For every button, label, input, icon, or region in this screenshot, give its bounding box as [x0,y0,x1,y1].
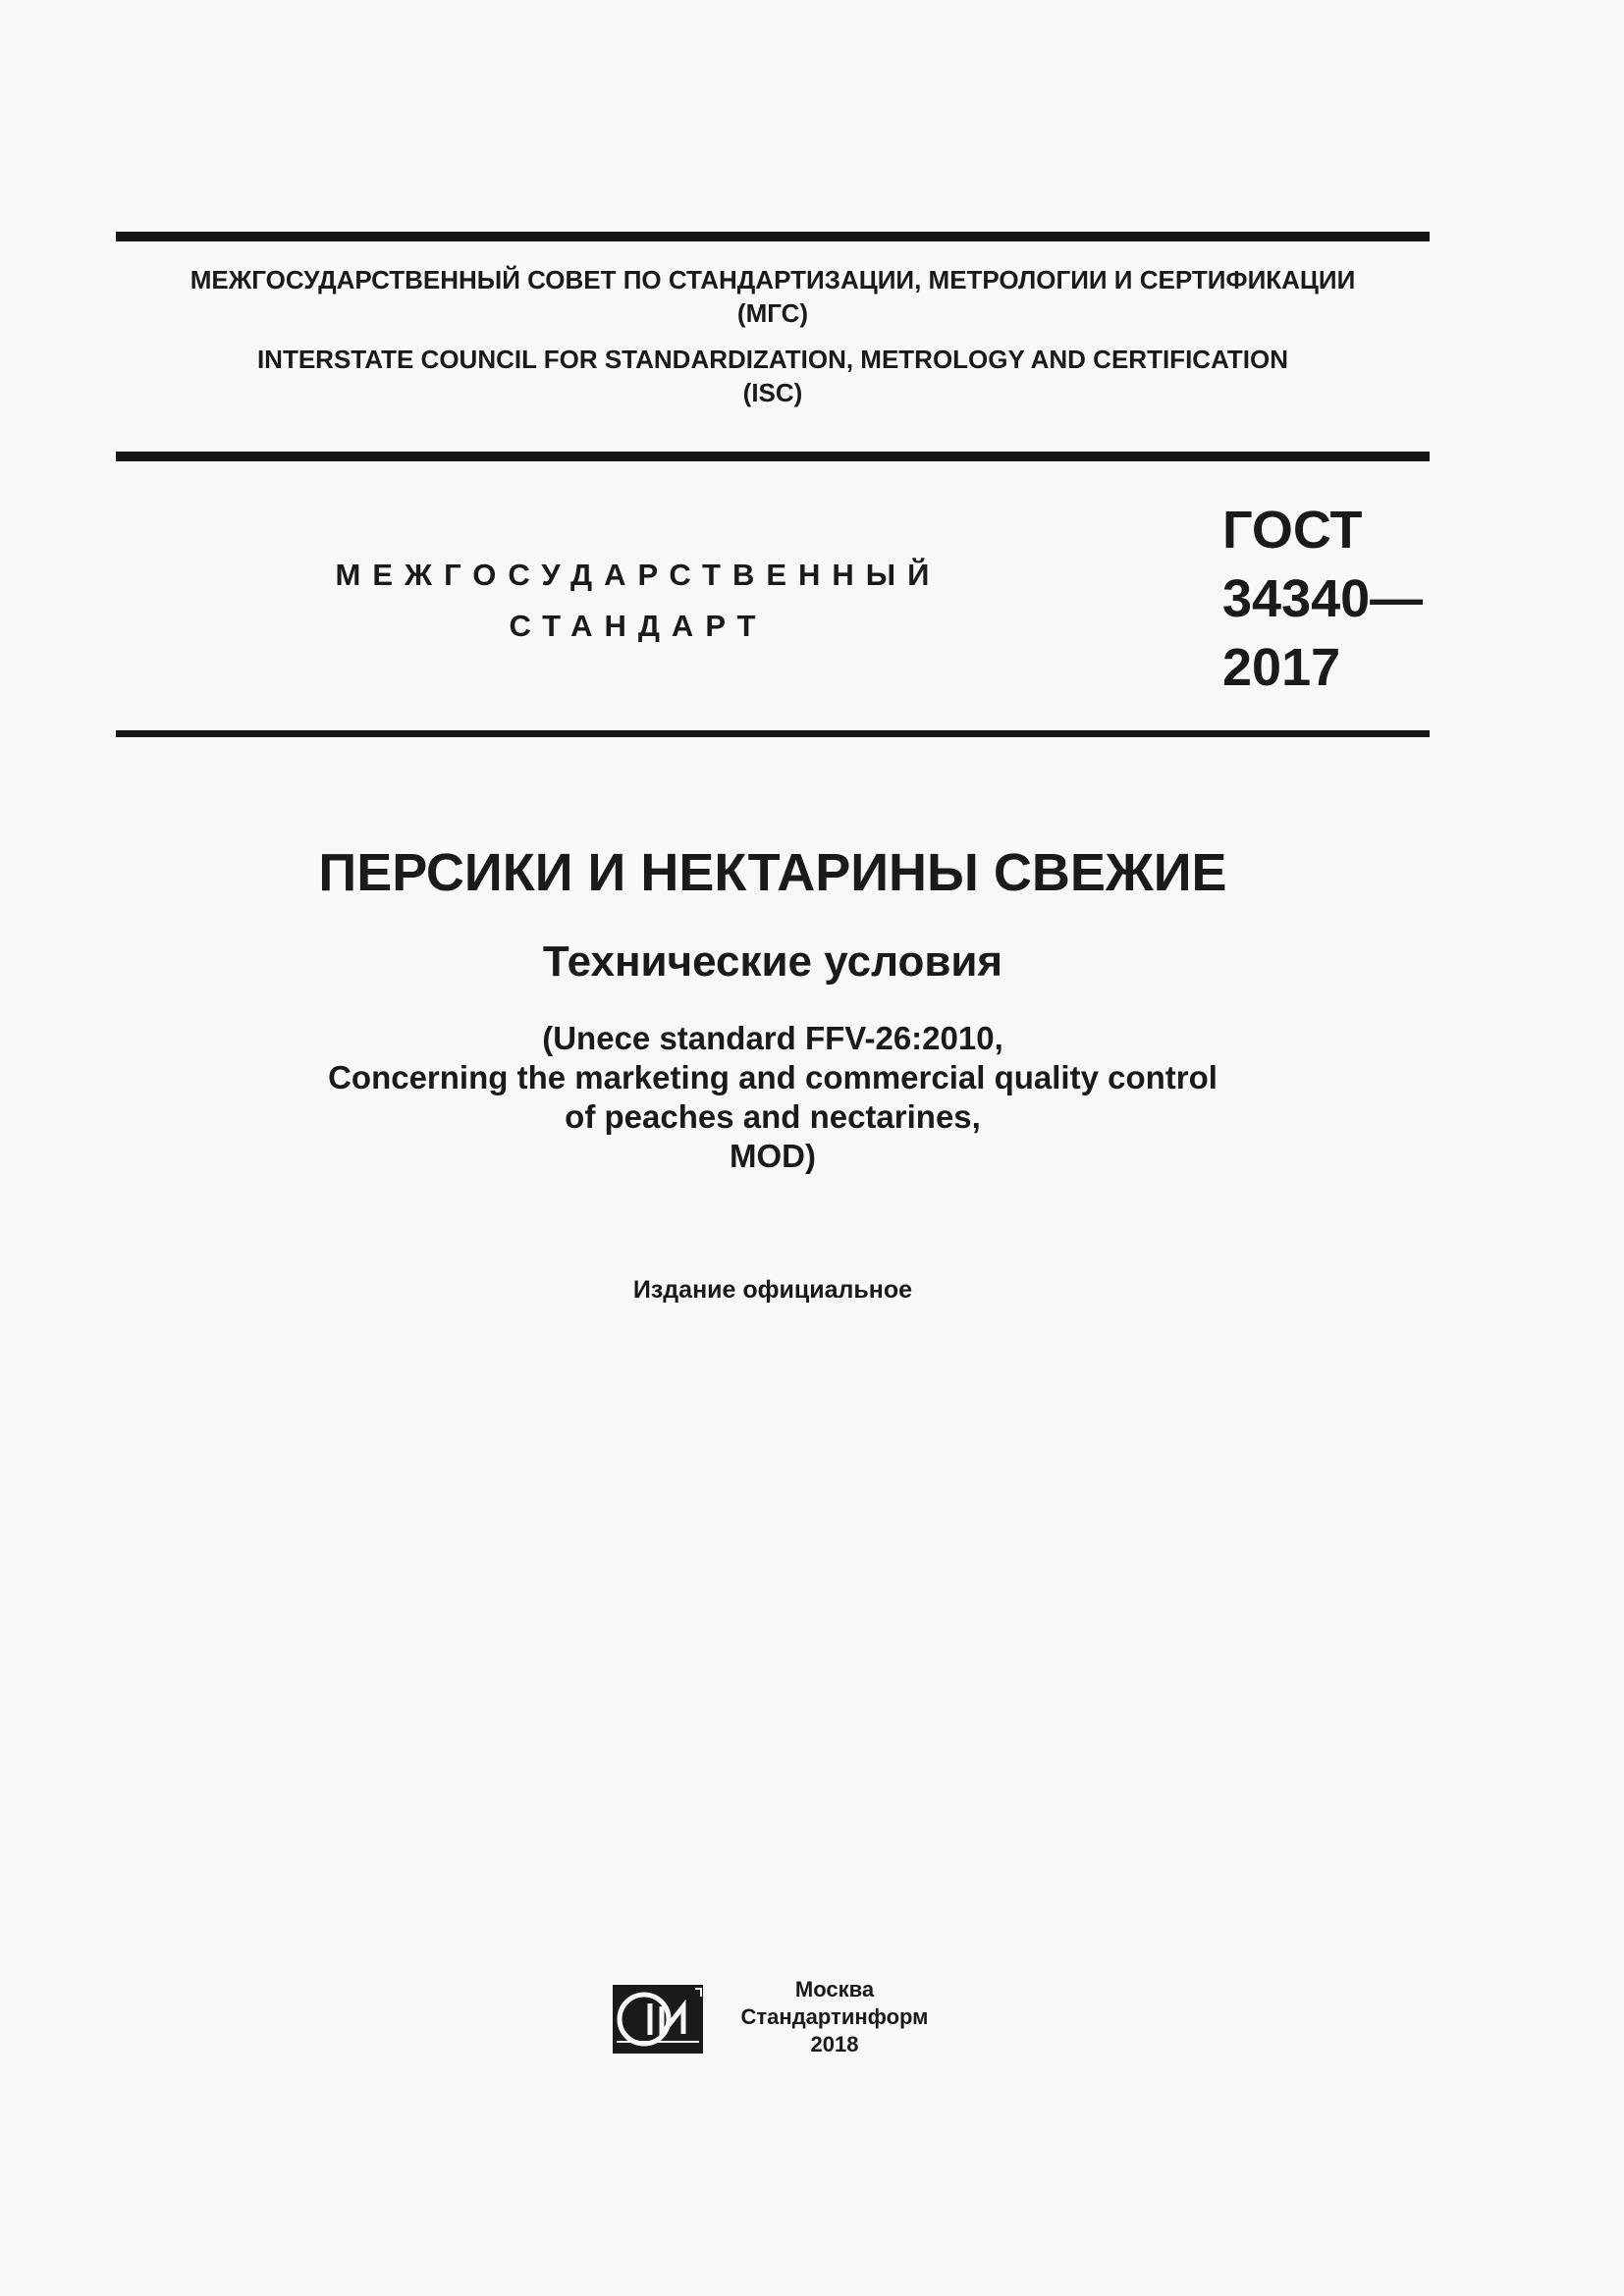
intl-ref-line1: (Unece standard FFV-26:2010, [542,1020,1003,1056]
publisher-year: 2018 [810,2032,859,2056]
intl-ref-line4: MOD) [730,1138,816,1174]
bottom-divider [116,730,1430,737]
publisher-name: Стандартинформ [740,2004,929,2029]
document-subtitle: Технические условия [542,937,1003,986]
intl-ref-line2: Concerning the marketing and commercial quality control [328,1059,1218,1095]
standard-designation [1222,496,1423,702]
intl-ref-line3: of peaches and nectarines, [565,1098,981,1135]
standard-type-line2: СТАНДАРТ [509,609,768,643]
designation-year: 2017 [1222,638,1341,697]
edition-note: Издание официальное [632,1276,913,1304]
council-name-en-line1: INTERSTATE COUNCIL FOR STANDARDIZATION, METROLOGY AND CERTIFICATION [256,345,1289,374]
council-name-ru-line1: МЕЖГОСУДАРСТВЕННЫЙ СОВЕТ ПО СТАНДАРТИЗАЦИИ, МЕТРОЛОГИИ И СЕРТИФИКАЦИИ [189,265,1356,294]
top-divider [116,232,1430,241]
publisher-info [727,1976,943,2058]
council-name-en [116,343,1430,409]
standard-type [295,550,982,652]
document-title: ПЕРСИКИ И НЕКТАРИНЫ СВЕЖИЕ [318,843,1227,902]
council-abbr-en: (ISC) [742,378,803,407]
publisher-city: Москва [794,1977,875,2002]
standard-type-line1: МЕЖГОСУДАРСТВЕННЫЙ [335,558,942,592]
international-reference [116,1019,1430,1176]
council-name-ru [116,263,1430,330]
designation-number: 34340— [1222,569,1424,628]
standartinform-logo-icon [611,1983,705,2056]
council-abbr-ru: (МГС) [736,298,809,328]
middle-divider [116,452,1430,461]
designation-prefix: ГОСТ [1222,501,1363,560]
